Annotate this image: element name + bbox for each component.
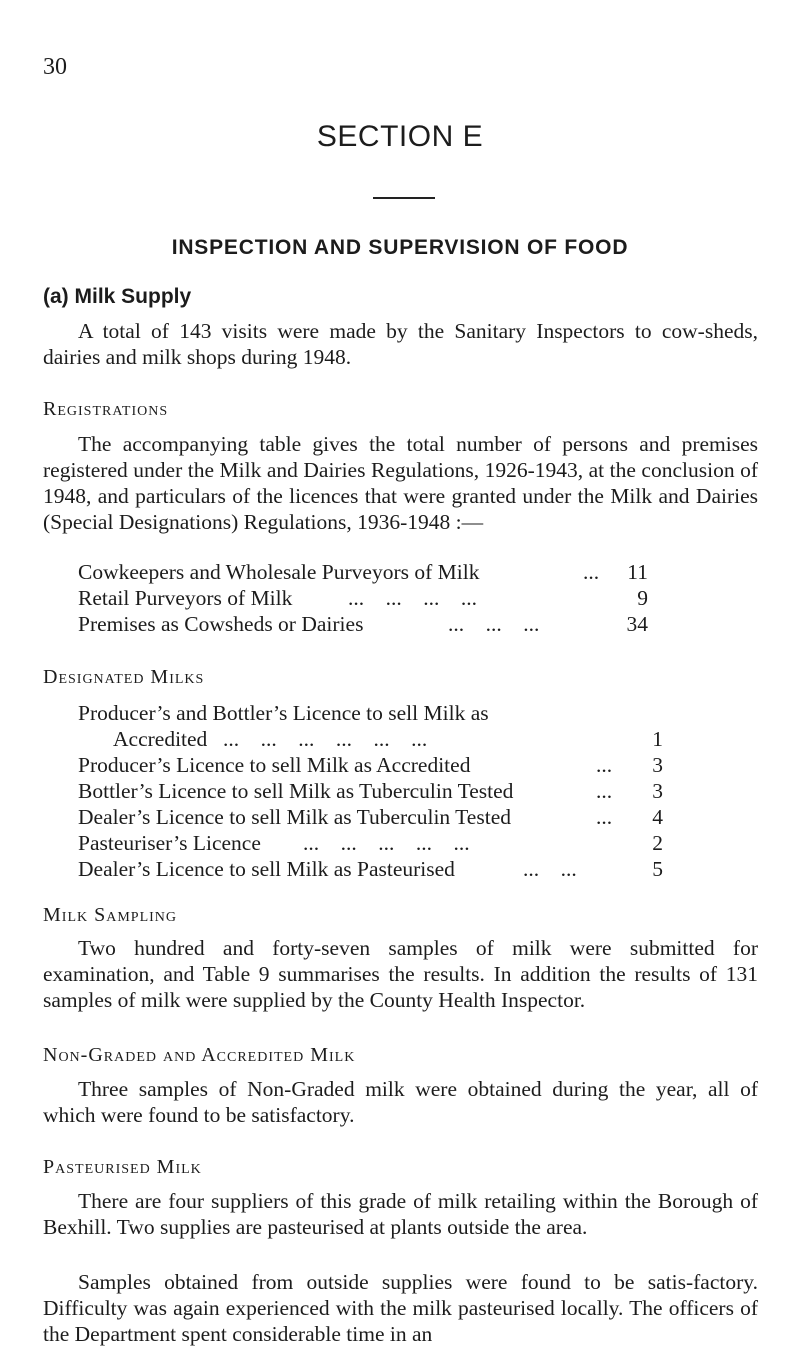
registrations-heading: Registrations <box>43 398 169 420</box>
list-item <box>78 752 663 778</box>
main-title: INSPECTION AND SUPERVISION OF FOOD <box>171 236 629 259</box>
list-item <box>78 778 663 804</box>
list-item <box>78 856 663 882</box>
registrations-paragraph: The accompanying table gives the total number of persons and premises registered under the Milk and Dairies Regulations, 1926-1943, at the conclusion of 1948, and particulars of the licences that were granted under the Milk and Dairies (Special Designations) Regulations, 1936-1948 :— <box>43 432 758 534</box>
list-item <box>78 726 663 752</box>
list-item-value: 9 <box>637 586 648 610</box>
leader-dots: ... <box>596 805 613 829</box>
leader-dots: ... ... ... ... ... <box>303 831 470 855</box>
leader-dots: ... ... ... ... <box>348 586 477 610</box>
list-item <box>78 804 663 830</box>
designated-milks-heading: Designated Milks <box>43 666 205 688</box>
list-item-label: Producer’s and Bottler’s Licence to sell Milk as <box>78 701 489 725</box>
list-item-value: 2 <box>652 831 663 855</box>
non-graded-heading: Non-Graded and Accredited Milk <box>43 1044 356 1066</box>
list-item-label: Premises as Cowsheds or Dairies <box>78 612 364 636</box>
list-item-label: Cowkeepers and Wholesale Purveyors of Milk <box>78 560 480 584</box>
list-item <box>78 700 663 726</box>
list-item-value: 1 <box>652 727 663 751</box>
leader-dots: ... <box>596 779 613 803</box>
leader-dots: ... ... <box>523 857 577 881</box>
leader-dots: ... ... ... ... ... ... <box>223 727 428 751</box>
list-item-value: 5 <box>652 857 663 881</box>
pasteurised-heading: Pasteurised Milk <box>43 1156 202 1178</box>
list-item <box>78 585 648 611</box>
pasteurised-paragraph-2: Samples obtained from outside supplies were found to be satis-factory. Difficulty was again experienced with the milk pasteurised locally. The officers of the Department spent considerable time in an <box>43 1270 758 1346</box>
list-item-label: Dealer’s Licence to sell Milk as Pasteurised <box>78 857 455 881</box>
list-item <box>78 611 648 637</box>
pasteurised-paragraph-1: There are four suppliers of this grade of milk retailing within the Borough of Bexhill. Two supplies are pasteurised at plants outside the area. <box>43 1189 758 1239</box>
list-item-value: 4 <box>652 805 663 829</box>
page-number: 30 <box>43 54 67 80</box>
leader-dots: ... <box>596 753 613 777</box>
list-item-value: 11 <box>627 560 648 584</box>
list-item-value: 3 <box>652 753 663 777</box>
list-item-label: Bottler’s Licence to sell Milk as Tuberculin Tested <box>78 779 514 803</box>
section-title: SECTION E <box>316 120 484 153</box>
list-item-label: Accredited <box>113 727 208 751</box>
milk-supply-paragraph: A total of 143 visits were made by the Sanitary Inspectors to cow-sheds, dairies and milk shops during 1948. <box>43 319 758 369</box>
milk-supply-heading: (a) Milk Supply <box>43 285 192 308</box>
leader-dots: ... ... ... <box>448 612 540 636</box>
divider-rule <box>373 197 435 199</box>
leader-dots: ... <box>583 560 600 584</box>
list-item-label: Pasteuriser’s Licence <box>78 831 261 855</box>
list-item <box>78 830 663 856</box>
list-item-label: Producer’s Licence to sell Milk as Accredited <box>78 753 471 777</box>
registrations-list <box>78 559 648 637</box>
designated-list <box>78 700 663 882</box>
list-item <box>78 559 648 585</box>
list-item-label: Retail Purveyors of Milk <box>78 586 293 610</box>
milk-sampling-heading: Milk Sampling <box>43 904 178 926</box>
list-item-value: 3 <box>652 779 663 803</box>
non-graded-paragraph: Three samples of Non-Graded milk were obtained during the year, all of which were found to be satisfactory. <box>43 1077 758 1127</box>
list-item-value: 34 <box>626 612 648 636</box>
milk-sampling-paragraph: Two hundred and forty-seven samples of milk were submitted for examination, and Table 9 summarises the results. In addition the results of 131 samples of milk were supplied by the County Health Inspector. <box>43 936 758 1012</box>
list-item-label: Dealer’s Licence to sell Milk as Tuberculin Tested <box>78 805 511 829</box>
